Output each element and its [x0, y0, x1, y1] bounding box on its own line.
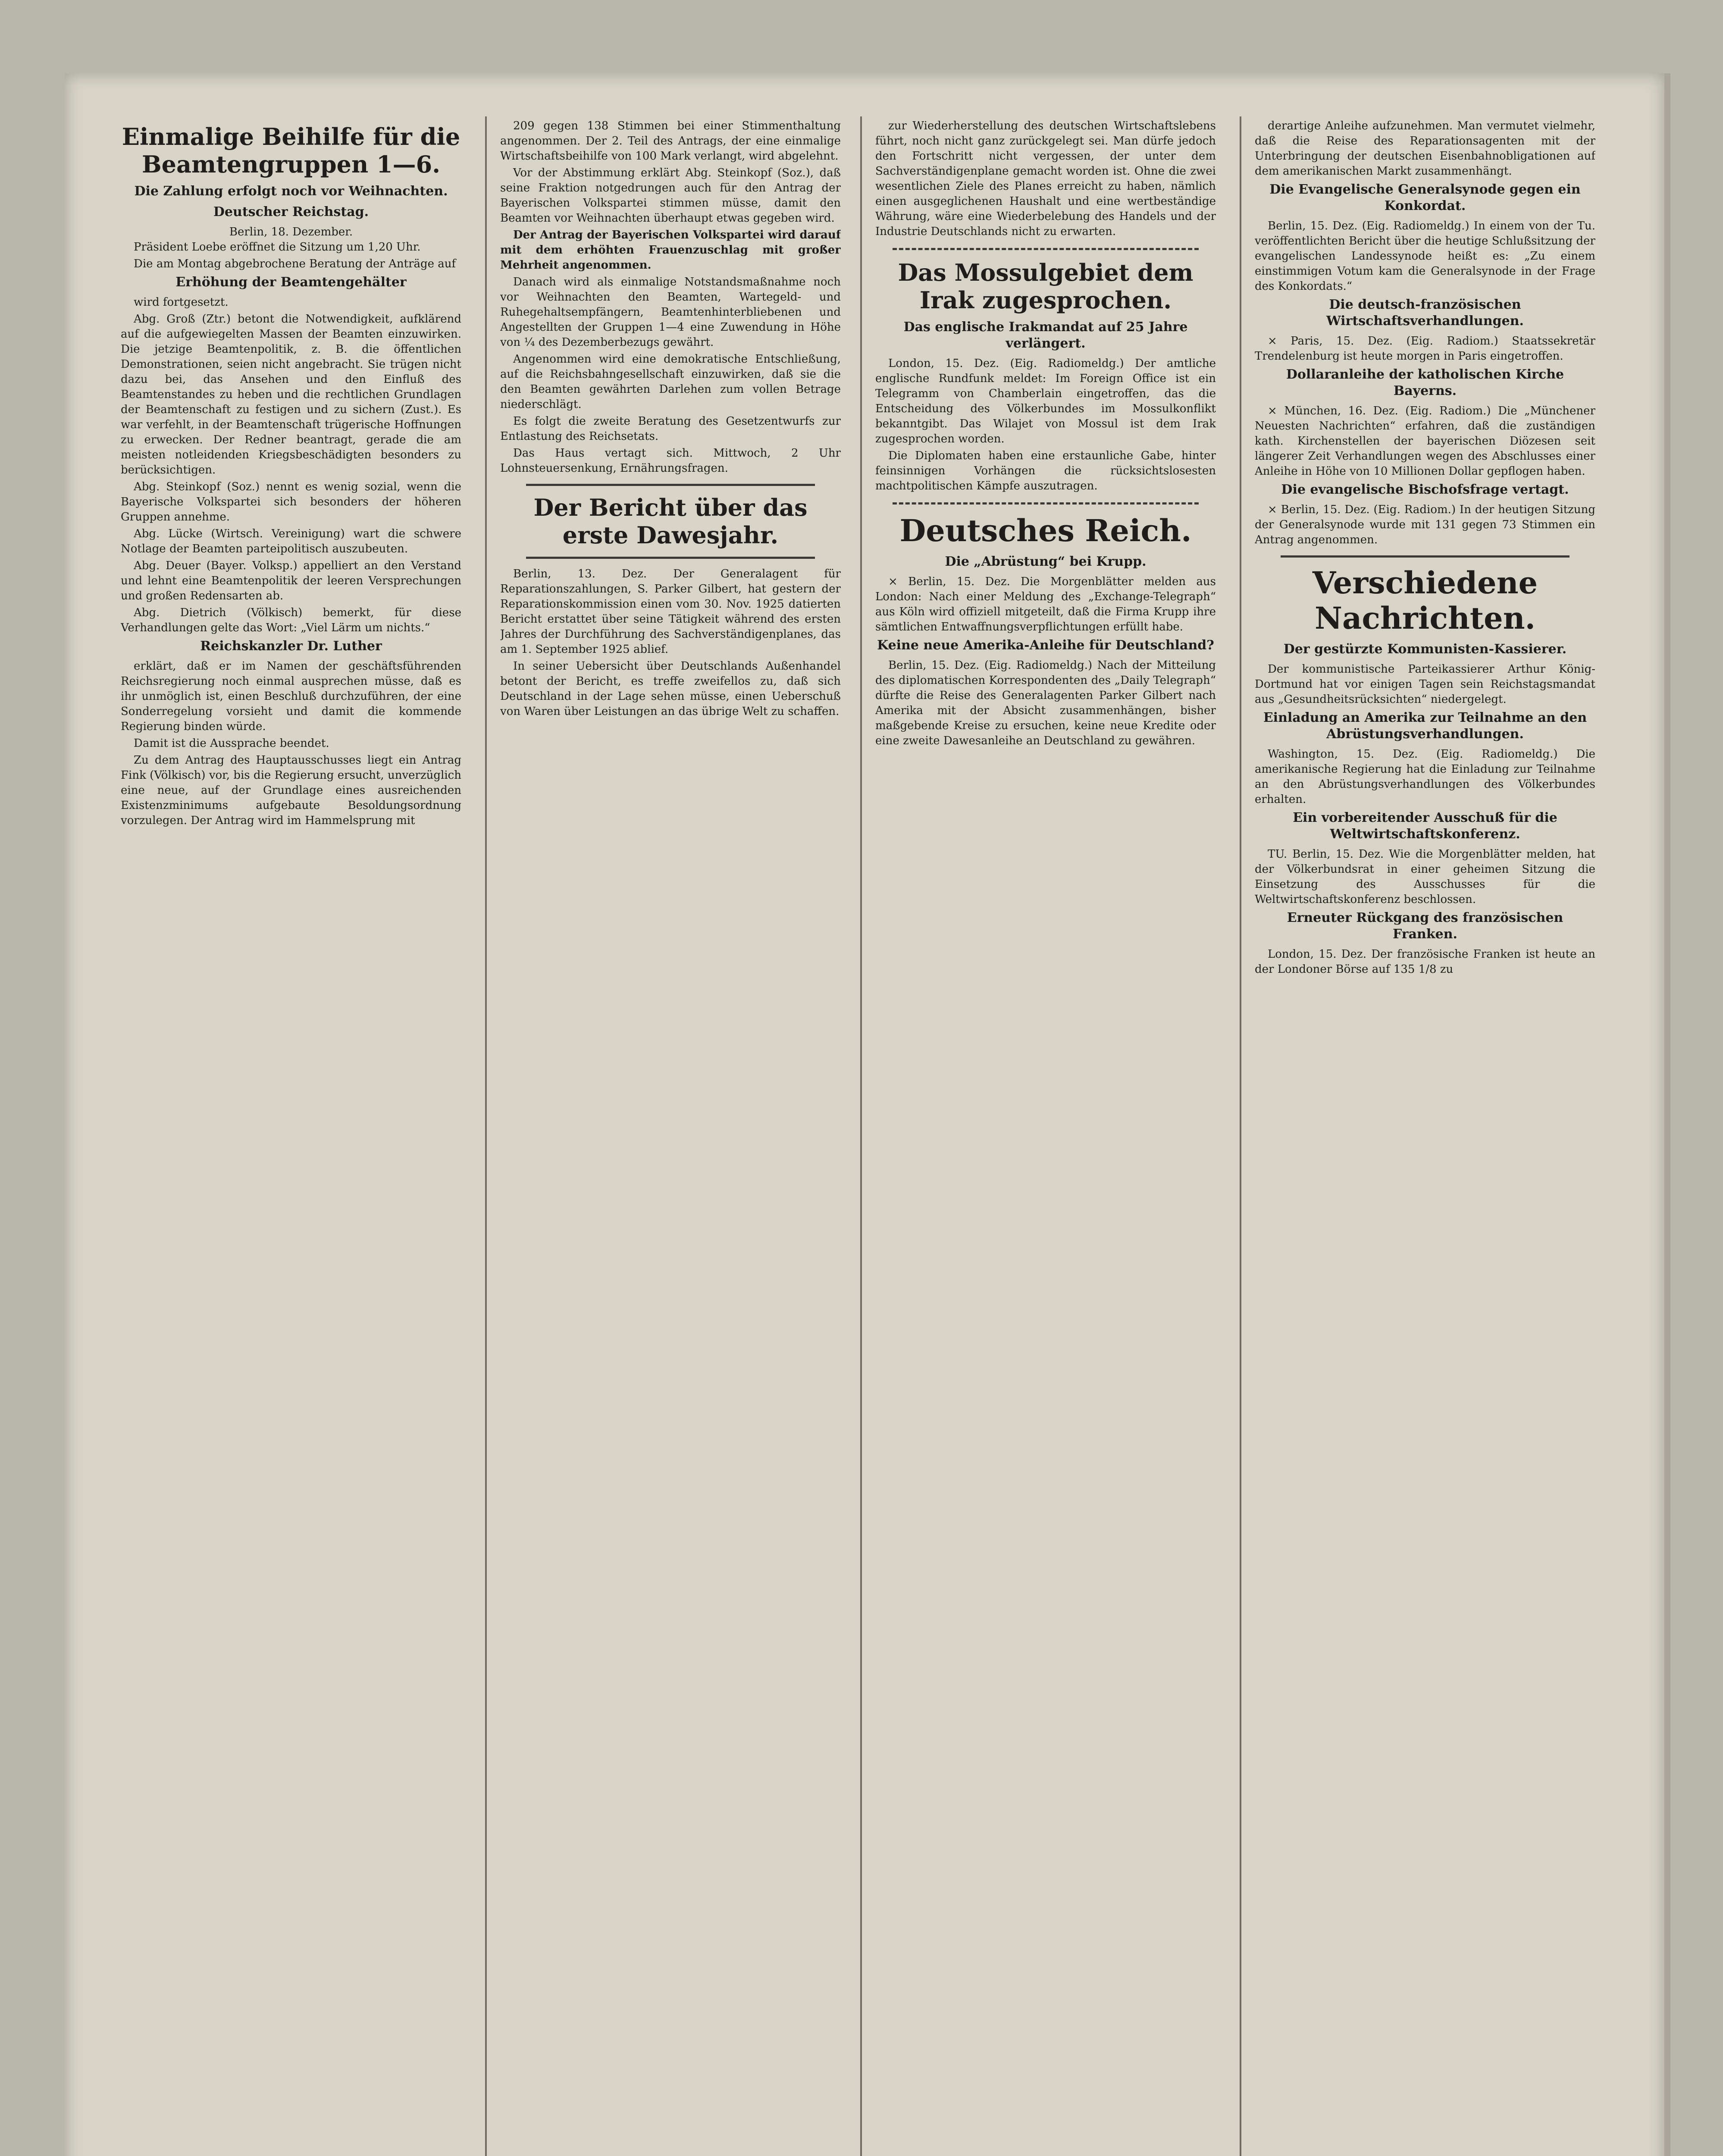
- article-subtitle: Ein vorbereitender Ausschuß für die Weltwirtschaftskonferenz.: [1293, 810, 1557, 842]
- section-title: Verschiedene Nachrichten.: [1312, 565, 1538, 636]
- newspaper-page: [65, 73, 1670, 2156]
- article-subtitle: Erneuter Rückgang des französischen Franken.: [1287, 910, 1563, 942]
- article-separator: [1281, 555, 1569, 558]
- paragraph: Berlin, 15. Dez. (Eig. Radiomeldg.) In einem von der Tu. veröffentlichten Bericht über die heutige Schlußsitzung der evangelischen Landessynode heißt es: „Zu einem einstimmigen Votum kam die Generalsynode in der Frage des Konkordats.“: [1255, 219, 1595, 293]
- column-3: [875, 119, 1216, 2156]
- article-subtitle: Die Evangelische Generalsynode gegen ein Konkordat.: [1269, 182, 1581, 213]
- article-subhead: Erhöhung der Beamtengehälter: [175, 275, 407, 290]
- section-title: Deutsches Reich.: [899, 513, 1192, 548]
- paragraph: Das Haus vertagt sich. Mittwoch, 2 Uhr Lohnsteuersenkung, Ernährungsfragen.: [500, 447, 841, 475]
- paragraph: zur Wiederherstellung des deutschen Wirtschaftslebens führt, noch nicht ganz zurückgelegt sei. Man dürfe jedoch den Fortschritt nicht vergessen, der unter dem Sachverständigenplane gemacht worden ist. Ohne die zwei wesentlichen Ziele des Planes erreicht zu haben, nämlich einen ausgeglichenen Haushalt und eine wertbeständige Währung, wäre eine Wiederbelebung des Handels und der Industrie Deutschlands nicht zu erwarten.: [875, 119, 1216, 238]
- column-1: [121, 119, 461, 2156]
- paragraph: 209 gegen 138 Stimmen bei einer Stimmenthaltung angenommen. Der 2. Teil des Antrags, der eine einmalige Wirtschaftsbeihilfe von 100 Mark verlangt, wird abgelehnt.: [500, 119, 841, 163]
- paragraph: × München, 16. Dez. (Eig. Radiom.) Die „Münchener Neuesten Nachrichten“ erfahren, daß die zuständigen kath. Kirchenstellen der bayerischen Diözesen seit längerer Zeit Verhandlungen wegen des Abschlusses einer Anleihe in Höhe von 10 Millionen Dollar gepflogen haben.: [1255, 404, 1595, 478]
- article-subtitle: Die deutsch-französischen Wirtschaftsverhandlungen.: [1326, 297, 1524, 329]
- paragraph: × Paris, 15. Dez. (Eig. Radiom.) Staatssekretär Trendelenburg ist heute morgen in Paris eingetroffen.: [1255, 335, 1595, 363]
- paragraph: Es folgt die zweite Beratung des Gesetzentwurfs zur Entlastung des Reichsetats.: [500, 415, 841, 443]
- section-label: Deutscher Reichstag.: [213, 204, 369, 219]
- paragraph: In seiner Uebersicht über Deutschlands Außenhandel betont der Bericht, es treffe zweifellos zu, daß sich Deutschland in der Lage sehen müsse, einen Ueberschuß von Waren über Leistungen an das übrige Welt zu schaffen.: [500, 660, 841, 718]
- column-rule: [1240, 116, 1241, 2156]
- article-title: Einmalige Beihilfe für die Beamtengruppen 1—6.: [122, 123, 461, 178]
- paragraph: erklärt, daß er im Namen der geschäftsführenden Reichsregierung noch einmal ausprechen müsse, daß es ihr unmöglich ist, einen Beschluß durchzuführen, der eine Sonderregelung vorsieht und damit die kommende Regierung binden würde.: [121, 660, 461, 733]
- paragraph: Abg. Steinkopf (Soz.) nennt es wenig sozial, wenn die Bayerische Volkspartei sich besonders der höheren Gruppen annehme.: [121, 480, 461, 523]
- paragraph: Der Antrag der Bayerischen Volkspartei wird darauf mit dem erhöhten Frauenzuschlag mit großer Mehrheit angenommen.: [500, 229, 841, 272]
- article-separator: [893, 248, 1199, 250]
- dateline: Berlin, 18. Dezember.: [229, 226, 353, 238]
- paragraph: Abg. Dietrich (Völkisch) bemerkt, für diese Verhandlungen gelte das Wort: „Viel Lärm um nichts.“: [121, 606, 461, 634]
- article-subtitle: Die evangelische Bischofsfrage vertagt.: [1281, 482, 1569, 497]
- article-subtitle: Dollaranleihe der katholischen Kirche Bayerns.: [1286, 367, 1564, 398]
- paragraph: wird fortgesetzt.: [134, 296, 229, 309]
- paragraph: Abg. Deuer (Bayer. Volksp.) appelliert an den Verstand und lehnt eine Beamtenpolitik der leeren Versprechungen und großen Redensarten ab.: [121, 559, 461, 602]
- column-rule: [860, 116, 862, 2156]
- paragraph: Abg. Groß (Ztr.) betont die Notwendigkeit, aufklärend auf die aufgewiegelten Massen der Beamten einzuwirken. Die jetzige Beamtenpolitik, z. B. die öffentlichen Demonstrationen, seien nicht angebracht. Sie trügen nicht dazu bei, das Ansehen und den Einfluß des Beamtenstandes zu heben und die rechtlichen Grundlagen der Beamtenschaft zu festigen und zu sichern (Zust.). Es war verfehlt, in der Beamtenschaft trügerische Hoffnungen zu erwecken. Der Redner beantragt, gerade die am meisten notleidenden Kriegsbeschädigten besonders zu berücksichtigen.: [121, 313, 461, 476]
- article-subtitle: Die Zahlung erfolgt noch vor Weihnachten.: [134, 184, 448, 199]
- column-2: [500, 119, 841, 2156]
- paragraph: Berlin, 15. Dez. (Eig. Radiomeldg.) Nach der Mitteilung des diplomatischen Korrespondenten des „Daily Telegraph“ dürfte die Reise des Generalagenten Parker Gilbert nach Amerika mit der Absicht zusammenhängen, bisher maßgebende Kreise zu ersuchen, keine neue Kredite oder eine zweite Dawesanleihe an Deutschland zu gewähren.: [875, 659, 1216, 747]
- article-subtitle: Der gestürzte Kommunisten-Kassierer.: [1283, 642, 1567, 657]
- article-title: Der Bericht über das erste Dawesjahr.: [533, 494, 808, 549]
- paragraph: Damit ist die Aussprache beendet.: [134, 737, 329, 750]
- paragraph: London, 15. Dez. Der französische Franken ist heute an der Londoner Börse auf 135 1/8 zu: [1255, 948, 1595, 976]
- paragraph: Washington, 15. Dez. (Eig. Radiomeldg.) Die amerikanische Regierung hat die Einladung zur Teilnahme an den Abrüstungsverhandlungen des Völkerbundes erhalten.: [1255, 748, 1595, 806]
- paragraph: Zu dem Antrag des Hauptausschusses liegt ein Antrag Fink (Völkisch) vor, bis die Regierung ersucht, unverzüglich eine neue, auf der Grundlage eines ausreichenden Existenzminimums aufgebaute Besoldungsordnung vorzulegen. Der Antrag wird im Hammelsprung mit: [121, 754, 461, 827]
- paragraph: Danach wird als einmalige Notstandsmaßnahme noch vor Weihnachten den Beamten, Wartegeld- und Ruhegehaltsempfängern, Beamtenhinterbliebenen und Angestellten der Gruppen 1—4 eine Zuwendung in Höhe von ¼ des Dezemberbezugs gewährt.: [500, 276, 841, 349]
- paragraph: Die am Montag abgebrochene Beratung der Anträge auf: [134, 257, 456, 270]
- paragraph: Präsident Loebe eröffnet die Sitzung um 1,20 Uhr.: [134, 241, 421, 254]
- paragraph: derartige Anleihe aufzunehmen. Man vermutet vielmehr, daß die Reise des Reparationsagenten mit der Unterbringung der deutschen Eisenbahnobligationen auf dem amerikanischen Markt zusammenhängt.: [1255, 119, 1595, 178]
- article-subtitle: Die „Abrüstung“ bei Krupp.: [945, 554, 1147, 569]
- column-rule: [485, 116, 487, 2156]
- paragraph: London, 15. Dez. (Eig. Radiomeldg.) Der amtliche englische Rundfunk meldet: Im Foreign Office ist ein Telegramm von Chamberlain eingetroffen, das die Entscheidung des Völkerbundes im Mossulkonflikt bekanntgibt. Das Wilajet von Mossul ist dem Irak zugesprochen worden.: [875, 357, 1216, 445]
- paragraph: × Berlin, 15. Dez. (Eig. Radiom.) In der heutigen Sitzung der Generalsynode wurde mit 131 gegen 73 Stimmen ein Antrag angenommen.: [1255, 503, 1595, 546]
- paragraph: × Berlin, 15. Dez. Die Morgenblätter melden aus London: Nach einer Meldung des „Exchange-Telegraph“ aus Köln wird offiziell mitgeteilt, daß die Firma Krupp ihre sämtlichen Entwaffnungsverpflichtungen erfüllt habe.: [875, 575, 1216, 633]
- paragraph: Vor der Abstimmung erklärt Abg. Steinkopf (Soz.), daß seine Fraktion notgedrungen auch für den Antrag der Bayerischen Volkspartei stimmen müsse, damit den Beamten vor Weihnachten überhaupt etwas gegeben wird.: [500, 166, 841, 225]
- paragraph: TU. Berlin, 15. Dez. Wie die Morgenblätter melden, hat der Völkerbundsrat in einer geheimen Sitzung die Einsetzung des Ausschusses für die Weltwirtschaftskonferenz beschlossen.: [1255, 848, 1595, 906]
- article-title: Das Mossulgebiet dem Irak zugesprochen.: [898, 259, 1194, 314]
- column-4: [1255, 119, 1595, 2156]
- paragraph: Die Diplomaten haben eine erstaunliche Gabe, hinter feinsinnigen Vorhängen die rücksichtslosesten machtpolitischen Kämpfe auszutragen.: [875, 449, 1216, 492]
- article-subtitle: Keine neue Amerika-Anleihe für Deutschland?: [877, 638, 1214, 653]
- article-subtitle: Einladung an Amerika zur Teilnahme an den Abrüstungsverhandlungen.: [1263, 710, 1587, 742]
- article-subhead: Reichskanzler Dr. Luther: [200, 639, 382, 654]
- article-separator: [893, 502, 1199, 505]
- article-separator: [526, 557, 815, 559]
- paragraph: Abg. Lücke (Wirtsch. Vereinigung) wart die schwere Notlage der Beamten parteipolitisch auszubeuten.: [121, 527, 461, 555]
- article-subtitle: Das englische Irakmandat auf 25 Jahre verlängert.: [903, 320, 1188, 351]
- paragraph: Angenommen wird eine demokratische Entschließung, auf die Reichsbahngesellschaft einzuwirken, daß sie die den Beamten gewährten Darlehen zum vollen Betrage niederschlägt.: [500, 353, 841, 411]
- paragraph: Der kommunistische Parteikassierer Arthur König-Dortmund hat vor einigen Tagen sein Reichstagsmandat aus „Gesundheitsrücksichten“ niedergelegt.: [1255, 663, 1595, 706]
- paragraph: Berlin, 13. Dez. Der Generalagent für Reparationszahlungen, S. Parker Gilbert, hat gestern der Reparationskommission einen vom 30. Nov. 1925 datierten Bericht erstattet über seine Tätigkeit während des ersten Jahres der Durchführung des Sachverständigenplanes, das am 1. September 1925 ablief.: [500, 567, 841, 656]
- article-separator: [526, 484, 815, 486]
